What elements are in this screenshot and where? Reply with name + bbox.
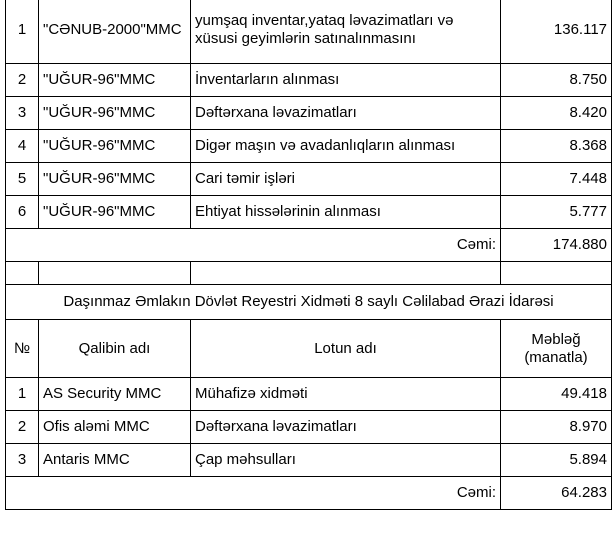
amount: 5.777 — [501, 196, 612, 229]
lot-name: İnventarların alınması — [191, 64, 501, 97]
row-number: 3 — [6, 97, 39, 130]
amount: 8.750 — [501, 64, 612, 97]
empty-cell — [6, 262, 39, 285]
office-title: Daşınmaz Əmlakın Dövlət Reyestri Xidməti 8 saylı Cəlilabad Ərazi İdarəsi — [6, 285, 612, 320]
row-number: 1 — [6, 0, 39, 64]
lot-name: Ehtiyat hissələrinin alınması — [191, 196, 501, 229]
table-row — [6, 97, 612, 130]
total-row — [6, 477, 612, 510]
table-row — [6, 444, 612, 477]
header-number: № — [6, 320, 39, 378]
table-row — [6, 130, 612, 163]
table-row — [6, 0, 612, 64]
header-row — [6, 320, 612, 378]
amount: 5.894 — [501, 444, 612, 477]
table-row — [6, 163, 612, 196]
header-amount-line2: (manatla) — [524, 348, 588, 366]
empty-cell — [501, 262, 612, 285]
empty-cell — [39, 262, 191, 285]
row-number: 1 — [6, 378, 39, 411]
amount: 136.117 — [501, 0, 612, 64]
total-label: Cəmi: — [6, 477, 501, 510]
lot-name: Çap məhsulları — [191, 444, 501, 477]
winner-name: "UĞUR-96"MMC — [39, 130, 191, 163]
header-amount — [501, 320, 612, 378]
procurement-table — [5, 0, 612, 510]
amount: 7.448 — [501, 163, 612, 196]
row-number: 6 — [6, 196, 39, 229]
amount: 8.368 — [501, 130, 612, 163]
lot-name: Dəftərxana ləvazimatları — [191, 411, 501, 444]
winner-name: "UĞUR-96"MMC — [39, 97, 191, 130]
header-winner: Qalibin adı — [39, 320, 191, 378]
lot-name: yumşaq inventar,yataq ləvazimatları və xüsusi geyimlərin satınalınmasını — [191, 0, 501, 64]
lot-name: Cari təmir işləri — [191, 163, 501, 196]
table-row — [6, 196, 612, 229]
total-value: 64.283 — [501, 477, 612, 510]
amount: 49.418 — [501, 378, 612, 411]
total-label: Cəmi: — [6, 229, 501, 262]
winner-name: "UĞUR-96"MMC — [39, 64, 191, 97]
spacer-row — [6, 262, 612, 285]
winner-name: "CƏNUB-2000"MMC — [39, 0, 191, 64]
amount: 8.420 — [501, 97, 612, 130]
row-number: 5 — [6, 163, 39, 196]
header-amount-line1: Məbləğ — [531, 330, 581, 348]
row-number: 2 — [6, 411, 39, 444]
winner-name: Antaris MMC — [39, 444, 191, 477]
winner-name: Ofis aləmi MMC — [39, 411, 191, 444]
empty-cell — [191, 262, 501, 285]
table-row — [6, 411, 612, 444]
office-title-row — [6, 285, 612, 320]
table-row — [6, 64, 612, 97]
total-row — [6, 229, 612, 262]
row-number: 2 — [6, 64, 39, 97]
header-lot: Lotun adı — [191, 320, 501, 378]
table-row — [6, 378, 612, 411]
total-value: 174.880 — [501, 229, 612, 262]
winner-name: AS Security MMC — [39, 378, 191, 411]
lot-name: Digər maşın və avadanlıqların alınması — [191, 130, 501, 163]
lot-name: Dəftərxana ləvazimatları — [191, 97, 501, 130]
row-number: 3 — [6, 444, 39, 477]
winner-name: "UĞUR-96"MMC — [39, 163, 191, 196]
amount: 8.970 — [501, 411, 612, 444]
row-number: 4 — [6, 130, 39, 163]
winner-name: "UĞUR-96"MMC — [39, 196, 191, 229]
lot-name: Mühafizə xidməti — [191, 378, 501, 411]
